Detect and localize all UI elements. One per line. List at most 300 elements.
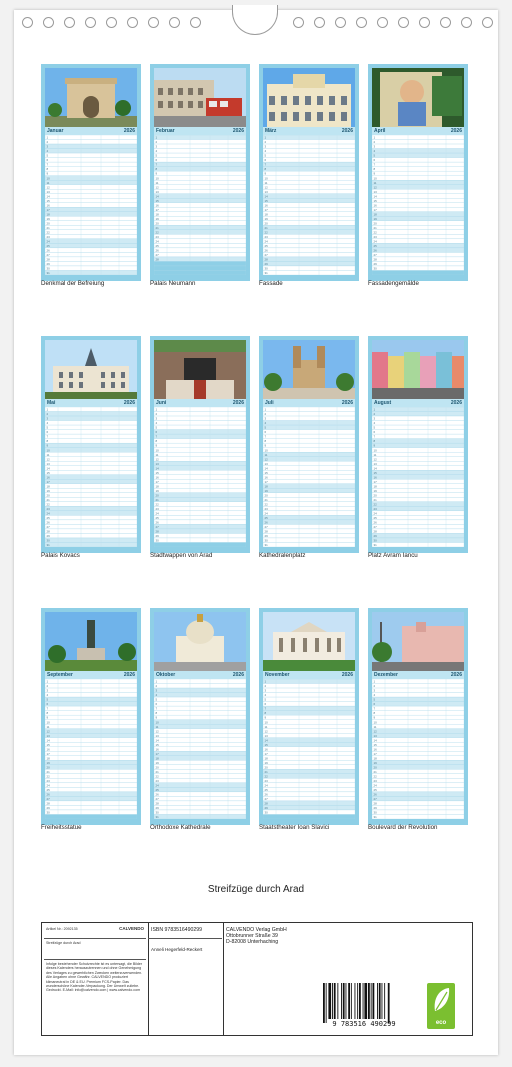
day-row: [263, 511, 355, 516]
day-row: [263, 733, 355, 738]
month-photo-art: [45, 612, 137, 671]
day-row: [263, 706, 355, 711]
day-grid: [372, 135, 464, 275]
day-row: [154, 524, 246, 529]
day-row: [372, 524, 464, 529]
author: Anneli Hegerfeld-Reckert: [151, 947, 203, 952]
day-grid: [263, 135, 355, 275]
day-number: 17: [155, 751, 159, 756]
day-row: [263, 135, 355, 140]
day-row: [45, 248, 137, 253]
day-row: [154, 158, 246, 163]
day-row: [372, 421, 464, 426]
day-row: [263, 724, 355, 729]
day-number: 11: [264, 724, 268, 729]
day-row: [372, 189, 464, 194]
day-number: 17: [155, 479, 159, 484]
day-number: 10: [155, 176, 159, 181]
day-number: 7: [373, 162, 376, 167]
month-name: Januar: [47, 128, 64, 134]
day-number: 12: [46, 729, 50, 734]
day-number: 5: [373, 697, 376, 702]
day-row: [263, 203, 355, 208]
day-number: 12: [46, 185, 50, 190]
month-header: [154, 127, 246, 135]
day-number: 9: [373, 443, 376, 448]
day-row: [45, 452, 137, 457]
day-row: [154, 720, 246, 725]
day-row: [154, 144, 246, 149]
day-number: 14: [264, 194, 268, 199]
day-number: 26: [155, 520, 159, 525]
day-row: [263, 167, 355, 172]
binding-hole: [148, 17, 159, 28]
day-number: 30: [155, 538, 159, 543]
day-number: 29: [46, 534, 50, 539]
day-number: 25: [264, 516, 268, 521]
month-card: [368, 336, 468, 553]
day-number: 11: [264, 452, 268, 457]
month-photo-art: [263, 68, 355, 127]
day-row: [154, 171, 246, 176]
day-number: 24: [46, 511, 50, 516]
day-number: 16: [264, 475, 268, 480]
day-row: [263, 538, 355, 543]
day-number: 21: [46, 769, 50, 774]
day-number: 31: [264, 543, 268, 547]
month-year: 2026: [450, 672, 462, 678]
day-row: [45, 702, 137, 707]
day-number: 11: [373, 180, 377, 185]
day-number: 2: [155, 684, 158, 689]
day-number: 16: [46, 203, 50, 208]
day-row: [263, 783, 355, 788]
day-row: [45, 751, 137, 756]
day-row: [154, 239, 246, 244]
day-grid: [45, 407, 137, 547]
day-number: 18: [264, 484, 268, 489]
day-row: [45, 529, 137, 534]
barcode-bar: [379, 983, 381, 1019]
day-row: [372, 248, 464, 253]
day-row: [372, 760, 464, 765]
day-row: [263, 760, 355, 765]
day-row: [45, 257, 137, 262]
day-number: 28: [155, 529, 159, 534]
day-row: [154, 778, 246, 783]
day-number: 4: [155, 693, 158, 698]
day-number: 29: [373, 534, 377, 539]
day-row: [372, 243, 464, 248]
day-row: [45, 412, 137, 417]
day-number: 25: [373, 788, 377, 793]
day-row: [154, 724, 246, 729]
day-number: 23: [264, 778, 268, 783]
day-number: 17: [264, 751, 268, 756]
binding-hole: [335, 17, 346, 28]
month-name: Juni: [156, 400, 167, 406]
day-row: [154, 180, 246, 185]
day-row: [45, 502, 137, 507]
day-row: [45, 135, 137, 140]
day-row: [372, 697, 464, 702]
day-row: [45, 439, 137, 444]
day-number: 18: [46, 756, 50, 761]
month-photo-art: [372, 612, 464, 671]
day-number: 30: [46, 810, 50, 815]
month-caption: Kathedralenplatz: [259, 552, 306, 559]
day-number: 26: [46, 248, 50, 253]
day-row: [372, 497, 464, 502]
month-card: [41, 336, 141, 553]
day-number: 28: [155, 801, 159, 806]
month-caption: Boulevard der Revolution: [368, 824, 438, 831]
day-number: 23: [264, 234, 268, 239]
day-number: 23: [46, 506, 50, 511]
day-row: [263, 234, 355, 239]
day-row: [154, 760, 246, 765]
day-row: [263, 466, 355, 471]
day-number: 30: [264, 538, 268, 543]
binding-hole: [377, 17, 388, 28]
binding-hole: [440, 17, 451, 28]
day-row: [263, 248, 355, 253]
day-row: [154, 515, 246, 520]
binding-hole: [356, 17, 367, 28]
day-number: 12: [373, 185, 377, 190]
day-row: [45, 697, 137, 702]
day-row: [154, 149, 246, 154]
day-row: [263, 270, 355, 275]
month-name: Dezember: [374, 672, 398, 678]
day-number: 10: [264, 720, 268, 725]
day-number: 6: [264, 158, 267, 163]
day-row: [372, 216, 464, 221]
day-number: 6: [155, 430, 158, 435]
day-row: [263, 679, 355, 684]
day-row: [45, 234, 137, 239]
day-number: 28: [46, 801, 50, 806]
day-row: [263, 729, 355, 734]
binding-hole: [461, 17, 472, 28]
publisher-line: D-82008 Unterhaching: [226, 939, 279, 946]
day-number: 8: [264, 711, 267, 716]
month-year: 2026: [232, 128, 244, 134]
day-grid: [154, 679, 246, 819]
day-row: [263, 430, 355, 435]
day-number: 10: [46, 720, 50, 725]
day-number: 15: [46, 470, 50, 475]
day-number: 12: [155, 185, 159, 190]
barcode-bar: [341, 983, 342, 1019]
calvendo-logo: CALVENDO: [119, 926, 144, 931]
day-number: 19: [373, 760, 377, 765]
day-number: 7: [46, 434, 49, 439]
day-row: [372, 466, 464, 471]
day-number: 18: [264, 212, 268, 217]
day-row: [372, 149, 464, 154]
day-row: [154, 520, 246, 525]
month-name: Februar: [156, 128, 175, 134]
month-caption: Palais Kovacs: [41, 552, 80, 559]
day-row: [154, 693, 246, 698]
day-row: [372, 230, 464, 235]
day-grid: [45, 135, 137, 275]
day-number: 14: [373, 466, 377, 471]
day-row: [154, 162, 246, 167]
publisher-line: CALVENDO Verlag GmbH: [226, 927, 287, 933]
day-row: [372, 684, 464, 689]
day-row: [263, 443, 355, 448]
day-number: 7: [46, 162, 49, 167]
day-row: [372, 176, 464, 181]
day-row: [154, 443, 246, 448]
day-number: 28: [46, 529, 50, 534]
barcode-bar: [363, 983, 364, 1019]
day-number: 10: [264, 448, 268, 453]
day-number: 14: [264, 738, 268, 743]
day-number: 12: [155, 457, 159, 462]
day-row: [372, 542, 464, 547]
day-row: [154, 679, 246, 684]
month-caption: Palais Neumann: [150, 280, 196, 287]
day-row: [263, 261, 355, 266]
day-number: 26: [264, 248, 268, 253]
month-caption: Orthodoxe Kathedrale: [150, 824, 211, 831]
day-row: [372, 425, 464, 430]
day-row: [263, 742, 355, 747]
barcode-bar: [377, 983, 378, 1019]
day-number: 27: [155, 525, 159, 530]
day-number: 2: [46, 684, 49, 689]
day-grid: [263, 407, 355, 547]
month-caption: Stadtwappen von Arad: [150, 552, 213, 559]
day-row: [45, 792, 137, 797]
day-number: 8: [46, 711, 49, 716]
day-number: 8: [155, 167, 158, 172]
leaf-icon: [427, 983, 455, 1017]
day-number: 12: [264, 185, 268, 190]
day-row: [45, 515, 137, 520]
barcode-bar: [346, 983, 347, 1019]
day-number: 15: [264, 742, 268, 747]
day-row: [372, 171, 464, 176]
day-row: [45, 742, 137, 747]
day-row: [372, 801, 464, 806]
day-number: 19: [155, 760, 159, 765]
day-number: 1: [264, 407, 267, 412]
day-row: [372, 502, 464, 507]
day-number: 26: [155, 792, 159, 797]
day-number: 12: [155, 729, 159, 734]
day-row: [372, 221, 464, 226]
month-name: November: [265, 672, 290, 678]
day-row: [372, 234, 464, 239]
info-box: [41, 922, 473, 1036]
binding-hole: [22, 17, 33, 28]
day-row: [263, 194, 355, 199]
month-name: September: [47, 672, 73, 678]
day-row: [263, 461, 355, 466]
day-number: 4: [373, 693, 376, 698]
month-caption: Freiheitsstatue: [41, 824, 82, 831]
day-number: 6: [46, 430, 49, 435]
day-row: [372, 805, 464, 810]
day-number: 19: [155, 216, 159, 221]
day-row: [45, 457, 137, 462]
day-number: 12: [373, 457, 377, 462]
day-number: 23: [155, 778, 159, 783]
binding-hole: [482, 17, 493, 28]
day-row: [45, 421, 137, 426]
day-row: [263, 715, 355, 720]
day-number: 25: [155, 244, 159, 249]
day-row: [263, 810, 355, 815]
day-row: [154, 212, 246, 217]
day-row: [154, 706, 246, 711]
day-row: [263, 720, 355, 725]
info-publisher-column: [42, 923, 149, 1035]
day-row: [45, 787, 137, 792]
day-row: [263, 457, 355, 462]
day-number: 16: [155, 475, 159, 480]
day-row: [263, 792, 355, 797]
month-year: 2026: [341, 128, 353, 134]
day-row: [372, 529, 464, 534]
day-number: 15: [46, 198, 50, 203]
month-card: [368, 64, 468, 281]
binding-hole: [398, 17, 409, 28]
publisher-address: [226, 927, 287, 946]
day-row: [372, 144, 464, 149]
day-number: 18: [373, 484, 377, 489]
day-number: 24: [373, 783, 377, 788]
day-row: [154, 425, 246, 430]
day-row: [154, 805, 246, 810]
day-number: 5: [155, 425, 158, 430]
day-number: 13: [46, 461, 50, 466]
day-number: 24: [155, 511, 159, 516]
day-grid: [372, 679, 464, 819]
day-number: 2: [373, 684, 376, 689]
day-row: [45, 162, 137, 167]
day-number: 29: [264, 534, 268, 539]
month-photo: [154, 68, 246, 127]
day-row: [154, 533, 246, 538]
day-row: [154, 511, 246, 516]
month-year: 2026: [232, 672, 244, 678]
day-row: [154, 430, 246, 435]
day-row: [154, 194, 246, 199]
day-row: [263, 711, 355, 716]
day-number: 25: [264, 788, 268, 793]
day-number: 17: [155, 207, 159, 212]
day-row: [263, 221, 355, 226]
info-title: Streifzüge durch Arad: [46, 941, 81, 945]
day-row: [372, 434, 464, 439]
day-row: [154, 207, 246, 212]
day-number: 20: [46, 493, 50, 498]
day-number: 6: [155, 702, 158, 707]
day-number: 15: [373, 742, 377, 747]
day-row: [263, 198, 355, 203]
day-row: [263, 448, 355, 453]
day-number: 30: [373, 810, 377, 815]
day-row: [263, 176, 355, 181]
day-number: 2: [264, 684, 267, 689]
day-row: [154, 769, 246, 774]
day-number: 28: [264, 257, 268, 262]
day-number: 11: [46, 452, 50, 457]
day-number: 18: [46, 484, 50, 489]
day-number: 17: [373, 751, 377, 756]
day-row: [45, 149, 137, 154]
day-row: [372, 135, 464, 140]
day-row: [372, 207, 464, 212]
day-number: 23: [373, 778, 377, 783]
day-row: [372, 470, 464, 475]
day-number: 4: [373, 421, 376, 426]
month-year: 2026: [123, 672, 135, 678]
day-number: 13: [46, 733, 50, 738]
month-card: [150, 64, 250, 281]
day-row: [45, 715, 137, 720]
day-grid: [372, 407, 464, 547]
day-row: [45, 212, 137, 217]
day-number: 15: [373, 198, 377, 203]
day-row: [372, 194, 464, 199]
day-row: [372, 158, 464, 163]
barcode-bar: [359, 983, 361, 1019]
day-number: 30: [155, 810, 159, 815]
day-number: 21: [155, 225, 159, 230]
day-number: 6: [373, 430, 376, 435]
month-name: August: [374, 400, 392, 406]
day-row: [45, 738, 137, 743]
day-row: [45, 470, 137, 475]
day-row: [263, 738, 355, 743]
day-number: 9: [155, 443, 158, 448]
day-row: [45, 506, 137, 511]
day-row: [263, 814, 355, 819]
day-number: 19: [264, 488, 268, 493]
eco-label: eco: [435, 1020, 447, 1026]
day-number: 17: [373, 479, 377, 484]
day-number: 9: [46, 171, 49, 176]
day-row: [372, 538, 464, 543]
barcode-bar: [348, 983, 350, 1019]
day-grid: [154, 135, 246, 275]
day-row: [45, 230, 137, 235]
day-grid: [154, 407, 246, 547]
legal-text: Infolge bestehender Schutzrechte ist es untersagt, die Bilder dieses Kalenders herauszutrennen und ohne Genehmigung des Verlages zu gewerblichen Zwecken weiterzuverwenden. Alle Angaben ohne Gewähr. CALVENDO produziert klimaneutral in DE & EU. Premium FCS-Papier. Das wunderschöne Kalender-Verpackung. Der Umwelt zuliebe. Gedruckt. E-Mail: info@calvendo.com | www.calvendo.com: [46, 962, 143, 993]
day-number: 3: [46, 144, 49, 149]
day-number: 23: [373, 234, 377, 239]
day-number: 16: [373, 203, 377, 208]
day-row: [154, 542, 246, 547]
day-number: 27: [155, 797, 159, 802]
day-number: 12: [264, 729, 268, 734]
day-number: 27: [264, 797, 268, 802]
month-header: [372, 127, 464, 135]
day-number: 2: [264, 412, 267, 417]
day-row: [45, 769, 137, 774]
day-number: 25: [373, 516, 377, 521]
day-number: 1: [373, 135, 376, 140]
day-row: [372, 261, 464, 266]
day-number: 7: [155, 162, 158, 167]
day-number: 30: [46, 266, 50, 271]
